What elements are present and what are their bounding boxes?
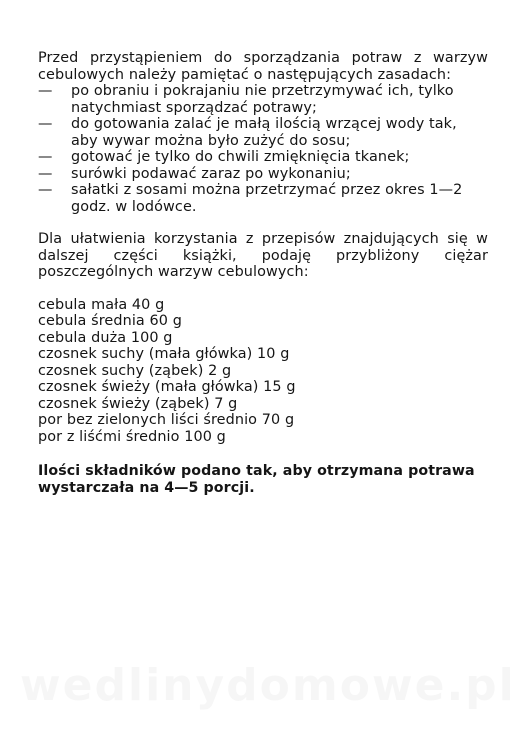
list-item — [38, 166, 488, 183]
weight-item: por z liśćmi średnio 100 g — [38, 428, 226, 445]
bullet-dash: — — [38, 165, 53, 182]
weight-item: cebula mała 40 g — [38, 296, 165, 313]
portion-note: Ilości składników podano tak, aby otrzymana potrawa wystarczała na 4—5 porcji. — [38, 463, 475, 496]
weight-item: czosnek suchy (mała główka) 10 g — [38, 346, 290, 362]
page-content — [38, 50, 488, 496]
bullet-dash: — — [38, 182, 53, 198]
rules-list — [38, 83, 488, 215]
bullet-dash: — — [38, 149, 53, 165]
weight-item: czosnek świeży (mała główka) 15 g — [38, 379, 296, 395]
weight-item: cebula średnia 60 g — [38, 313, 182, 329]
bullet-dash: — — [38, 83, 53, 99]
weight-item: czosnek suchy (ząbek) 2 g — [38, 362, 232, 379]
site-watermark — [20, 660, 510, 711]
weights-list — [38, 297, 488, 446]
rule-text: gotować je tylko do chwili zmięknięcia tkanek; — [71, 149, 410, 165]
weight-item: por bez zielonych liści średnio 70 g — [38, 412, 295, 428]
list-item — [38, 149, 488, 166]
rule-text: do gotowania zalać je małą ilością wrzącej wody tak, aby wywar można było zużyć do sosu; — [71, 116, 457, 149]
rule-text: surówki podawać zaraz po wykonaniu; — [71, 165, 351, 182]
weight-item: cebula duża 100 g — [38, 329, 173, 346]
list-item — [38, 182, 488, 215]
intro-paragraph: Przed przystąpieniem do sporządzania potraw z warzyw cebulowych należy pamiętać o następujących zasadach: — [38, 50, 488, 83]
weights-intro-paragraph: Dla ułatwienia korzystania z przepisów znajdujących się w dalszej części książki, podaję przybliżony ciężar poszczególnych warzyw cebulowych: — [38, 231, 488, 280]
rule-text: po obraniu i pokrajaniu nie przetrzymywać ich, tylko natychmiast sporządzać potrawy; — [71, 83, 454, 116]
rule-text: sałatki z sosami można przetrzymać przez okres 1—2 godz. w lodówce. — [71, 182, 463, 215]
bullet-dash: — — [38, 116, 53, 132]
list-item — [38, 83, 488, 116]
weight-item: czosnek świeży (ząbek) 7 g — [38, 395, 238, 412]
list-item — [38, 116, 488, 149]
